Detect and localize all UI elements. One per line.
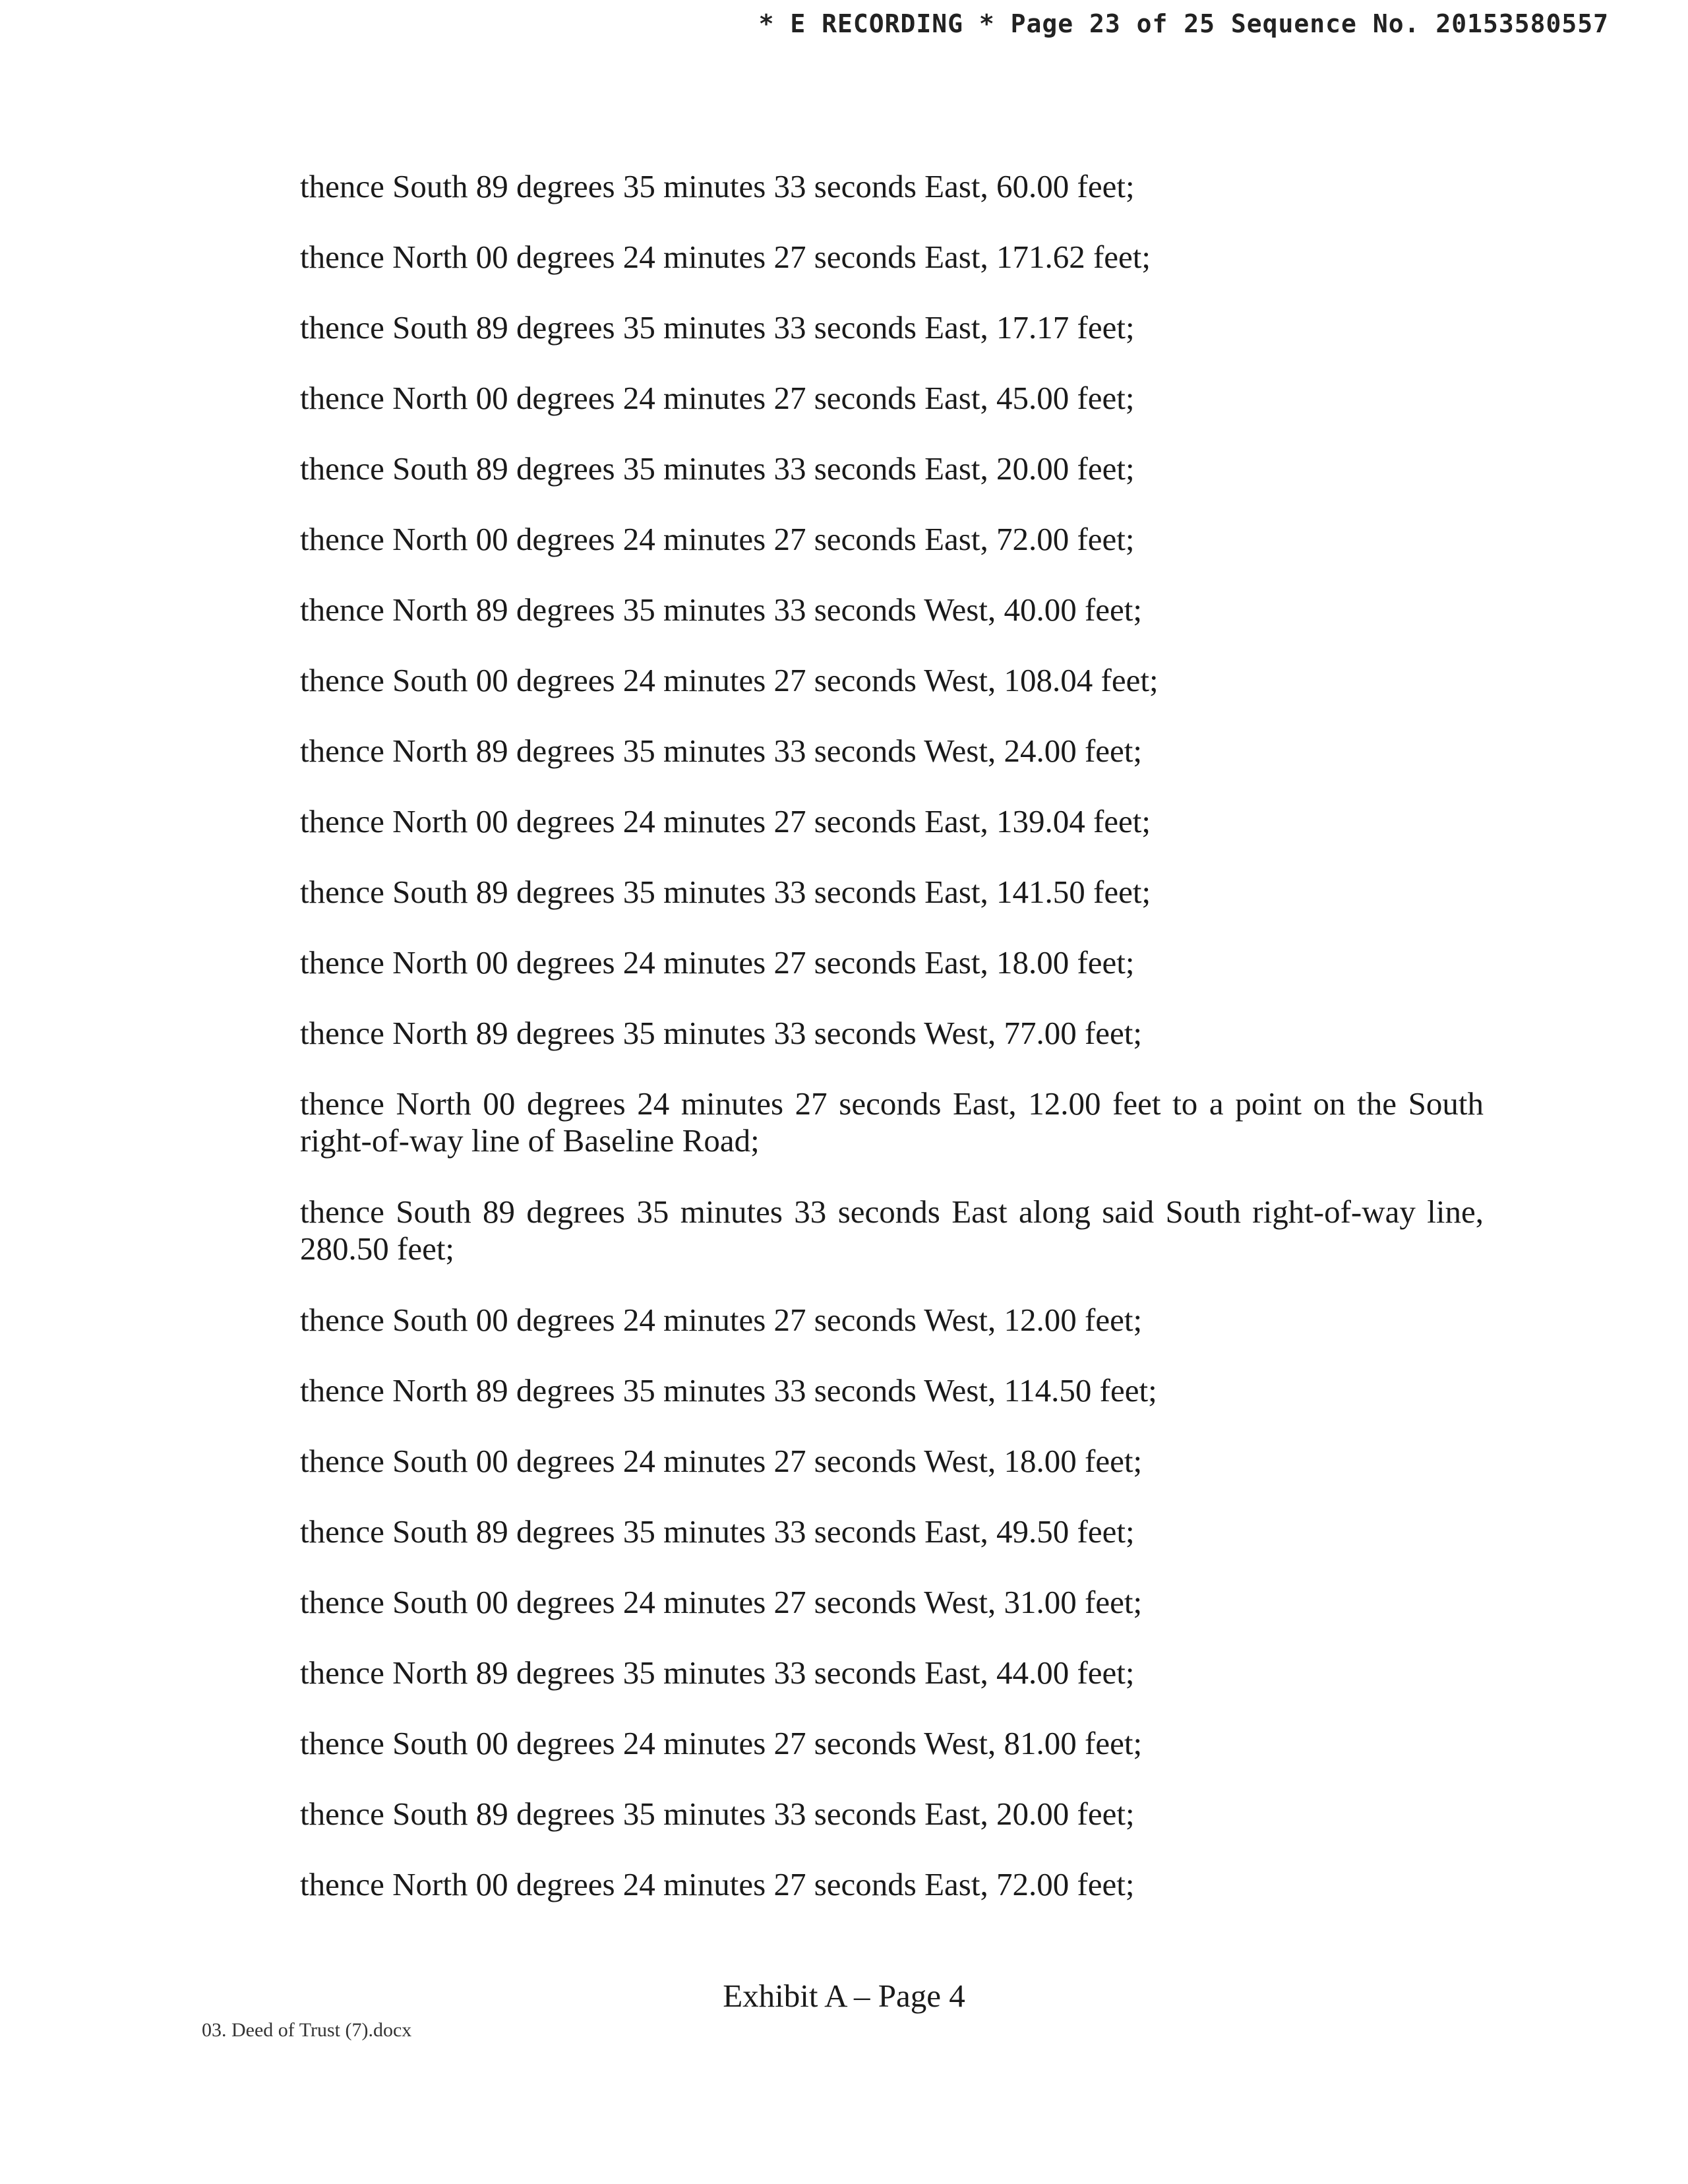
course-line: thence South 00 degrees 24 minutes 27 seconds West, 12.00 feet; [300,1302,1143,1338]
course-line: thence North 00 degrees 24 minutes 27 seconds East, 45.00 feet; [300,380,1135,416]
course-line-along-right-of-way: thence South 89 degrees 35 minutes 33 seconds East along said South right-of-way line, 280.50 feet; [300,1194,1484,1267]
course-line: thence North 89 degrees 35 minutes 33 seconds West, 77.00 feet; [300,1015,1143,1051]
course-line: thence North 00 degrees 24 minutes 27 seconds East, 18.00 feet; [300,944,1135,981]
course-line: thence North 89 degrees 35 minutes 33 seconds West, 114.50 feet; [300,1372,1157,1409]
course-line: thence South 89 degrees 35 minutes 33 seconds East, 20.00 feet; [300,1796,1135,1832]
recording-header: * E RECORDING * Page 23 of 25 Sequence No. 20153580557 [758,9,1609,38]
course-line: thence North 00 degrees 24 minutes 27 seconds East, 171.62 feet; [300,239,1151,275]
course-line: thence South 89 degrees 35 minutes 33 seconds East, 17.17 feet; [300,309,1135,346]
course-line: thence North 89 degrees 35 minutes 33 seconds East, 44.00 feet; [300,1654,1135,1691]
exhibit-page-label: Exhibit A – Page 4 [723,1978,965,2014]
course-line: thence South 89 degrees 35 minutes 33 seconds East, 60.00 feet; [300,168,1135,204]
course-line: thence South 89 degrees 35 minutes 33 seconds East, 141.50 feet; [300,874,1151,910]
course-line: thence South 00 degrees 24 minutes 27 seconds West, 108.04 feet; [300,662,1159,698]
course-line: thence South 00 degrees 24 minutes 27 seconds West, 31.00 feet; [300,1584,1143,1620]
course-line: thence South 00 degrees 24 minutes 27 seconds West, 81.00 feet; [300,1725,1143,1761]
legal-description-body [300,168,1484,1937]
course-line-to-baseline-road: thence North 00 degrees 24 minutes 27 seconds East, 12.00 feet to a point on the South right-of-way line of Baseline Road; [300,1085,1484,1159]
course-line: thence North 00 degrees 24 minutes 27 seconds East, 72.00 feet; [300,521,1135,557]
course-line: thence South 89 degrees 35 minutes 33 seconds East, 49.50 feet; [300,1513,1135,1550]
course-line: thence South 89 degrees 35 minutes 33 seconds East, 20.00 feet; [300,450,1135,487]
course-line: thence North 89 degrees 35 minutes 33 seconds West, 24.00 feet; [300,733,1143,769]
course-line: thence North 00 degrees 24 minutes 27 seconds East, 72.00 feet; [300,1866,1135,1902]
document-filename: 03. Deed of Trust (7).docx [202,2019,412,2041]
course-line: thence South 00 degrees 24 minutes 27 seconds West, 18.00 feet; [300,1443,1143,1479]
course-line: thence North 89 degrees 35 minutes 33 seconds West, 40.00 feet; [300,592,1143,628]
course-line: thence North 00 degrees 24 minutes 27 seconds East, 139.04 feet; [300,803,1151,839]
